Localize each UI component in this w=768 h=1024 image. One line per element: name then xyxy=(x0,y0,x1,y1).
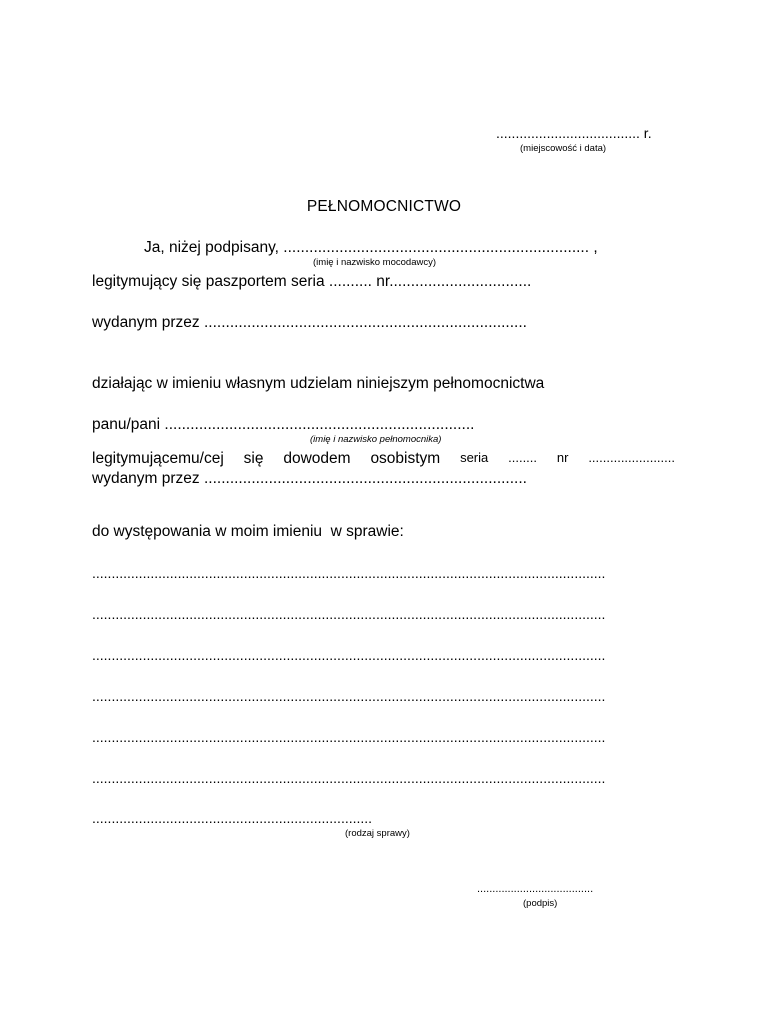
authorization-statement: działając w imieniu własnym udzielam niniejszym pełnomocnictwa xyxy=(92,375,545,392)
case-dotted-line: .................................................................................................................................... xyxy=(92,565,606,581)
case-dotted-line: .................................................................................................................................... xyxy=(92,729,606,745)
document-title: PEŁNOMOCNICTWO xyxy=(306,198,462,215)
id-word-5: seria xyxy=(460,450,489,465)
issued-by-line-2: wydanym przez ........................................................................... xyxy=(92,470,527,487)
place-date-line: ..................................... r. xyxy=(496,125,652,141)
attorney-line: panu/pani ........................................................................ xyxy=(92,416,475,433)
id-word-2: się xyxy=(243,450,264,467)
id-card-line xyxy=(92,451,675,467)
id-word-3: dowodem xyxy=(283,450,351,467)
case-dotted-line: .................................................................................................................................... xyxy=(92,606,606,622)
place-date-caption: (miejscowość i data) xyxy=(520,143,607,154)
case-dotted-line: .................................................................................................................................... xyxy=(92,647,606,663)
signature-line: ...................................... xyxy=(477,883,594,895)
attorney-caption: (imię i nazwisko pełnomocnika) xyxy=(310,434,442,445)
id-word-4: osobistym xyxy=(370,450,441,467)
case-dotted-line: .................................................................................................................................... xyxy=(92,688,606,704)
id-word-6: ........ xyxy=(508,450,538,465)
grantor-caption: (imię i nazwisko mocodawcy) xyxy=(313,257,437,268)
case-caption: (rodzaj sprawy) xyxy=(345,828,410,839)
id-word-1: legitymującemu/cej xyxy=(92,450,224,467)
id-word-7: nr xyxy=(556,450,569,465)
id-word-8: ........................ xyxy=(588,450,675,465)
case-intro-line: do występowania w moim imieniu w sprawie: xyxy=(92,523,404,540)
grantor-line: Ja, niżej podpisany, ....................................................................... , xyxy=(144,239,598,256)
issued-by-line-1: wydanym przez ........................................................................... xyxy=(92,314,527,331)
case-dotted-line-short: ........................................................................ xyxy=(92,810,373,826)
passport-line: legitymujący się paszportem seria .......... nr................................. xyxy=(92,273,532,290)
case-dotted-line: .................................................................................................................................... xyxy=(92,770,606,786)
signature-caption: (podpis) xyxy=(523,898,558,909)
